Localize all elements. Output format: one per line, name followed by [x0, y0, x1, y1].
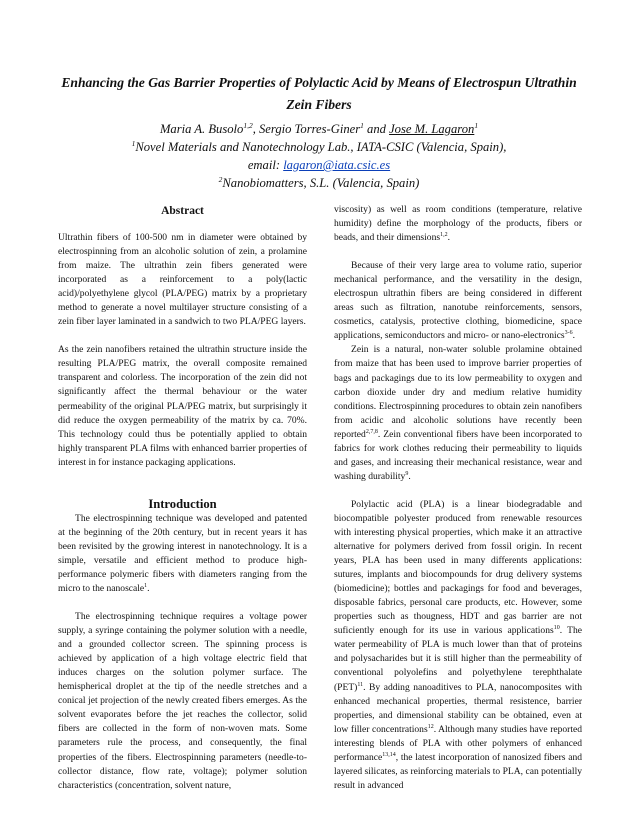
- corresponding-author-name: Jose M. Lagaron: [389, 122, 475, 136]
- paragraph-text: .: [408, 470, 411, 482]
- paragraph-text: . Although many studies have reported interesting blends of PLA with other polymers of enhanced performance: [334, 723, 582, 763]
- body-paragraph: [334, 203, 582, 245]
- affiliation-text: Nanobiomatters, S.L. (Valencia, Spain): [222, 176, 420, 190]
- email-label: email:: [247, 158, 281, 172]
- paper-title: [40, 72, 598, 116]
- citation-marker: 1: [144, 582, 148, 589]
- citation-marker: 10: [553, 625, 560, 632]
- body-paragraph: The electrospinning technique requires a voltage power supply, a syringe containing the polymer solution with a needle, and a grounded collector screen. The spinning process is achieved by application of a high voltage electric field that induces charges on the solution polymer surface. The hemispherical droplet at the tip of the needle stretches and a conical jet projection of the newly created fibers emerges. As the solvent evaporates before the jet reaches the collector, solid fibers are collected in the form of non-woven mats. Some parameters rule the process, and consequently, the final properties of the fibers. Electrospinning parameters (needle-to-collector distance, flow rate, voltage); polymer solution characteristics (concentration, solvent nature,: [58, 611, 307, 791]
- abstract-paragraph: Ultrathin fibers of 100-500 nm in diameter were obtained by electrospinning from an alcoholic solution of zein, a prolamine from maize. The ultrathin zein fibers generated were incorporated as a reinforcement to a poly(lactic acid)/polyethylene glycol (PLA/PEG) matrix by a proprietary method to generate a novel multilayer structure consisting of a zein fiber layer laminated in a sandwich to two PLA/PEG layers.: [58, 232, 307, 328]
- paragraph-text: Polylactic acid (PLA) is a linear biodegradable and biocompatible polyester produced from renewable resources with interesting physical properties, which make it an attractive alternative for polymers derived from fossil origin. In recent years, PLA has been used in many differents applications: sutures, implants and biocompounds for drug delivery systems (biomedicine); bottles and packagings for food and beverages, disposable fabrics, personal care products, etc. However, some properties such as thougness, HDT and gas barrier are not suficiently enough for its use in various applications: [334, 498, 582, 637]
- affiliation-marker: 1,2: [243, 120, 253, 130]
- affiliation-marker: 1: [474, 120, 479, 130]
- citation-marker: 13,14: [382, 751, 396, 758]
- citation-marker: 1,2: [440, 231, 448, 238]
- title-line-1: Enhancing the Gas Barrier Properties of Polylactic Acid by Means of Electrospun Ultrathin: [61, 75, 577, 90]
- body-paragraph: [334, 343, 582, 483]
- paragraph-text: . By adding nanoaditives to PLA, nanocomposites with enhanced mechanical properties, thermal resistence, barrier properties, and dimensional stability can be obtained, even at low filler concentrations: [334, 681, 582, 735]
- right-column: [334, 203, 582, 793]
- paragraph-text: . The water permeability of PLA is much lower than that of proteins and polysacharides but it is still higher than the permeability of conventional polyolefins and polyethylene terephthalate (PET): [334, 625, 582, 693]
- paragraph-text: viscosity) as well as room conditions (temperature, relative humidity) define the morphology of the products, fibers or beads, and their dimensions: [334, 204, 582, 244]
- introduction-heading: Introduction: [148, 496, 217, 511]
- body-paragraph: [334, 259, 582, 343]
- affiliation-text: Novel Materials and Nanotechnology Lab., IATA-CSIC (Valencia, Spain),: [135, 140, 507, 154]
- paragraph-text: Because of their very large area to volume ratio, superior mechanical performance, and the versatility in the design, electrospun ultrathin fibers are being considered in different areas such as filtration, nanotube reinforcements, sensors, cosmetics, catalysis, protective clothing, biomedicine, space applications, semiconductors and micro- or nano-electronics: [334, 260, 582, 342]
- author-name: Sergio Torres-Giner: [259, 122, 361, 136]
- citation-marker: 3-6: [564, 330, 573, 337]
- title-line-2: Zein Fibers: [286, 97, 352, 112]
- affiliation-line: [40, 174, 598, 192]
- affiliation-marker: 2: [218, 174, 223, 184]
- author-conjunction: and: [367, 122, 386, 136]
- paragraph-text: .: [147, 582, 150, 594]
- paragraph-text: The electrospinning technique was developed and patented at the beginning of the 20th century, but in recent years it has been revisited by the growing interest in nanotechnology. It is a simple, versatile and efficient method to produce high-performance polymeric fibers with diameters ranging from the micro to the nanoscale: [58, 512, 307, 594]
- paragraph-text: .: [572, 330, 576, 342]
- paragraph-text: . Zein conventional fibers have been incorporated to fabrics for work clothes reducing their permeability to liquids and gases, and increasing their mechanical resistance, wear and washing durability: [334, 428, 582, 482]
- email-link[interactable]: lagaron@iata.csic.es: [283, 158, 391, 172]
- author-name: Maria A. Busolo: [159, 122, 244, 136]
- body-paragraph: [334, 498, 582, 793]
- citation-marker: 11: [357, 681, 364, 688]
- paragraph-text: , the latest incorporation of nanosized fibers and layered silicates, as reinforcing materials to PLA, can potentially result in advanced: [334, 751, 582, 791]
- abstract-heading: Abstract: [161, 205, 204, 217]
- paragraph-text: .: [447, 232, 450, 244]
- abstract-paragraph: As the zein nanofibers retained the ultrathin structure inside the resulting PLA/PEG matrix, the overall composite remained transparent and colorless. The incorporation of the zein did not significantly affect the thermal behaviour or the water permeability of the original PLA/PEG matrix, but surprisingly it did reduce the oxygen permeability of the matrix by ca. 70%. This technology could thus be potentially applied to obtain highly transparent PLA films with enhanced barrier properties of interest in for instance packaging applications.: [58, 344, 307, 468]
- affiliation-marker: 1: [360, 120, 364, 130]
- affiliation-marker: 1: [131, 138, 136, 148]
- citation-marker: 12: [427, 723, 434, 730]
- author-block: [40, 120, 598, 192]
- paragraph-text: Zein is a natural, non-water soluble prolamine obtained from maize that has been used to improve barrier properties of bags and packagings due to its low permeability to oxygen and carbon dioxide under dry and medium relative humidity conditions. Electrospinning procedures to obtain zein nanofibers from acidic and alcoholic solutions have recently been reported: [334, 344, 582, 440]
- citation-marker: 9: [405, 470, 409, 477]
- citation-marker: 2,7,8: [365, 428, 378, 435]
- left-column: [58, 203, 307, 793]
- email-line: [40, 156, 598, 174]
- author-line: Maria A. Busolo$^{1,2}$, Sergio Torres-Giner$^1$ and Jose M. Lagaron$^1$: [159, 120, 479, 136]
- body-paragraph: [58, 512, 307, 596]
- affiliation-line: [40, 138, 598, 156]
